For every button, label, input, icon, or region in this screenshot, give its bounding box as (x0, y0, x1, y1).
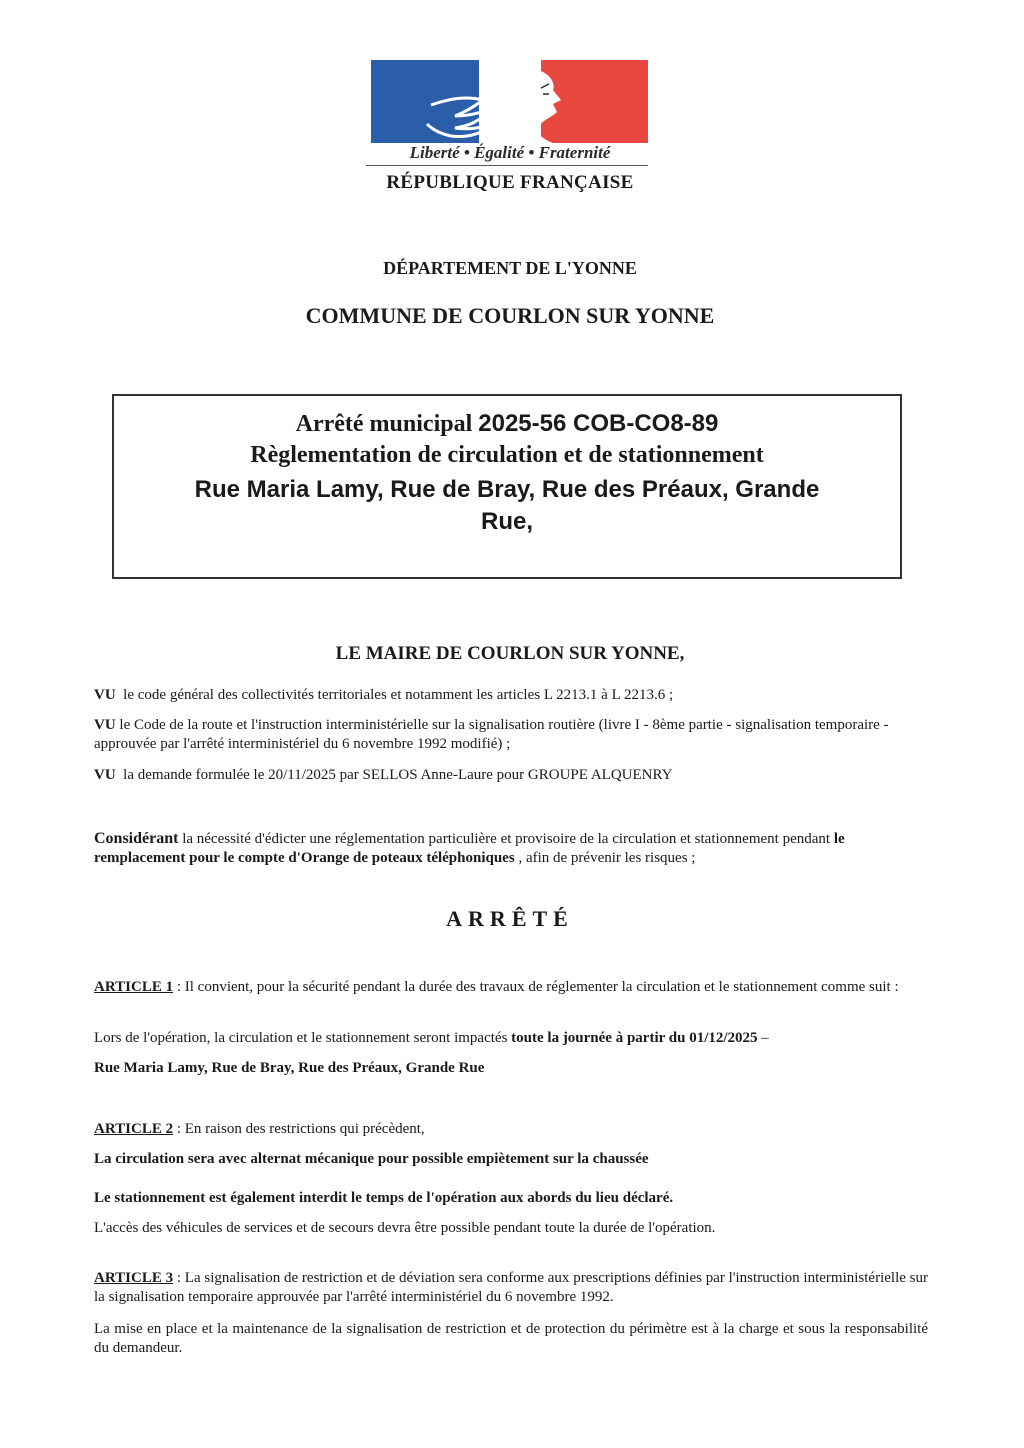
decree-number: Arrêté municipal 2025-56 COB-CO8-89 (295, 410, 719, 437)
commune-heading: COMMUNE DE COURLON SUR YONNE (305, 303, 715, 328)
decree-subject: Règlementation de circulation et de stationnement (250, 442, 764, 468)
marianne-logo (371, 60, 648, 143)
vu-item: VU la demande formulée le 20/11/2025 par SELLOS Anne-Laure pour GROUPE ALQUENRY (94, 767, 673, 783)
republic-name: RÉPUBLIQUE FRANÇAISE (386, 172, 634, 193)
article-2: ARTICLE 2 : En raison des restrictions qui précèdent, (94, 1121, 425, 1137)
vu-item: VU le code général des collectivités territoriales et notamment les articles L 2213.1 à L 2213.6 ; (94, 687, 674, 703)
article-3: ARTICLE 3 : La signalisation de restriction et de déviation sera conforme aux prescriptions définies par l'instruction interministérielle sur la signalisation temporaire approuvée par l'arrêté interministériel du 6 novembre 1992. (94, 1270, 928, 1305)
decree-streets: Rue Maria Lamy, Rue de Bray, Rue des Préaux, Grande (194, 476, 820, 503)
vu-item: VU le Code de la route et l'instruction interministérielle sur la signalisation routière (livre I - 8ème partie - signalisation temporaire - approuvée par l'arrêté interministériel du 6 novembre 1992 modifié) ; (94, 717, 889, 752)
article-2-parking: Le stationnement est également interdit le temps de l'opération aux abords du lieu déclaré. (94, 1190, 674, 1206)
department-heading: DÉPARTEMENT DE L'YONNE (383, 258, 637, 278)
motto-divider (366, 165, 648, 166)
article-2-circulation: La circulation sera avec alternat mécanique pour possible empiètement sur la chaussée (94, 1151, 649, 1167)
decree-streets-cont: Rue, (480, 508, 533, 535)
article-2-access: L'accès des véhicules de services et de secours devra être possible pendant toute la durée de l'opération. (94, 1220, 716, 1236)
mayor-heading: LE MAIRE DE COURLON SUR YONNE, (335, 643, 685, 664)
article-1-streets: Rue Maria Lamy, Rue de Bray, Rue des Préaux, Grande Rue (94, 1060, 485, 1076)
arrete-heading: ARRÊTÉ (446, 906, 574, 931)
republic-motto: Liberté • Égalité • Fraternité (409, 143, 611, 162)
article-1: ARTICLE 1 : Il convient, pour la sécurité pendant la durée des travaux de réglementer la circulation et le stationnement comme suit : (94, 979, 899, 995)
article-3-responsibility: La mise en place et la maintenance de la signalisation de restriction et de protection du périmètre est à la charge et sous la responsabilité du demandeur. (94, 1321, 928, 1356)
considerant-paragraph: Considérant la nécessité d'édicter une réglementation particulière et provisoire de la circulation et stationnement pendant le remplacement pour le compte d'Orange de poteaux téléphoniques , afin de prévenir les risques ; (94, 830, 845, 866)
article-1-timing: Lors de l'opération, la circulation et le stationnement seront impactés toute la journée à partir du 01/12/2025 – (94, 1030, 769, 1046)
